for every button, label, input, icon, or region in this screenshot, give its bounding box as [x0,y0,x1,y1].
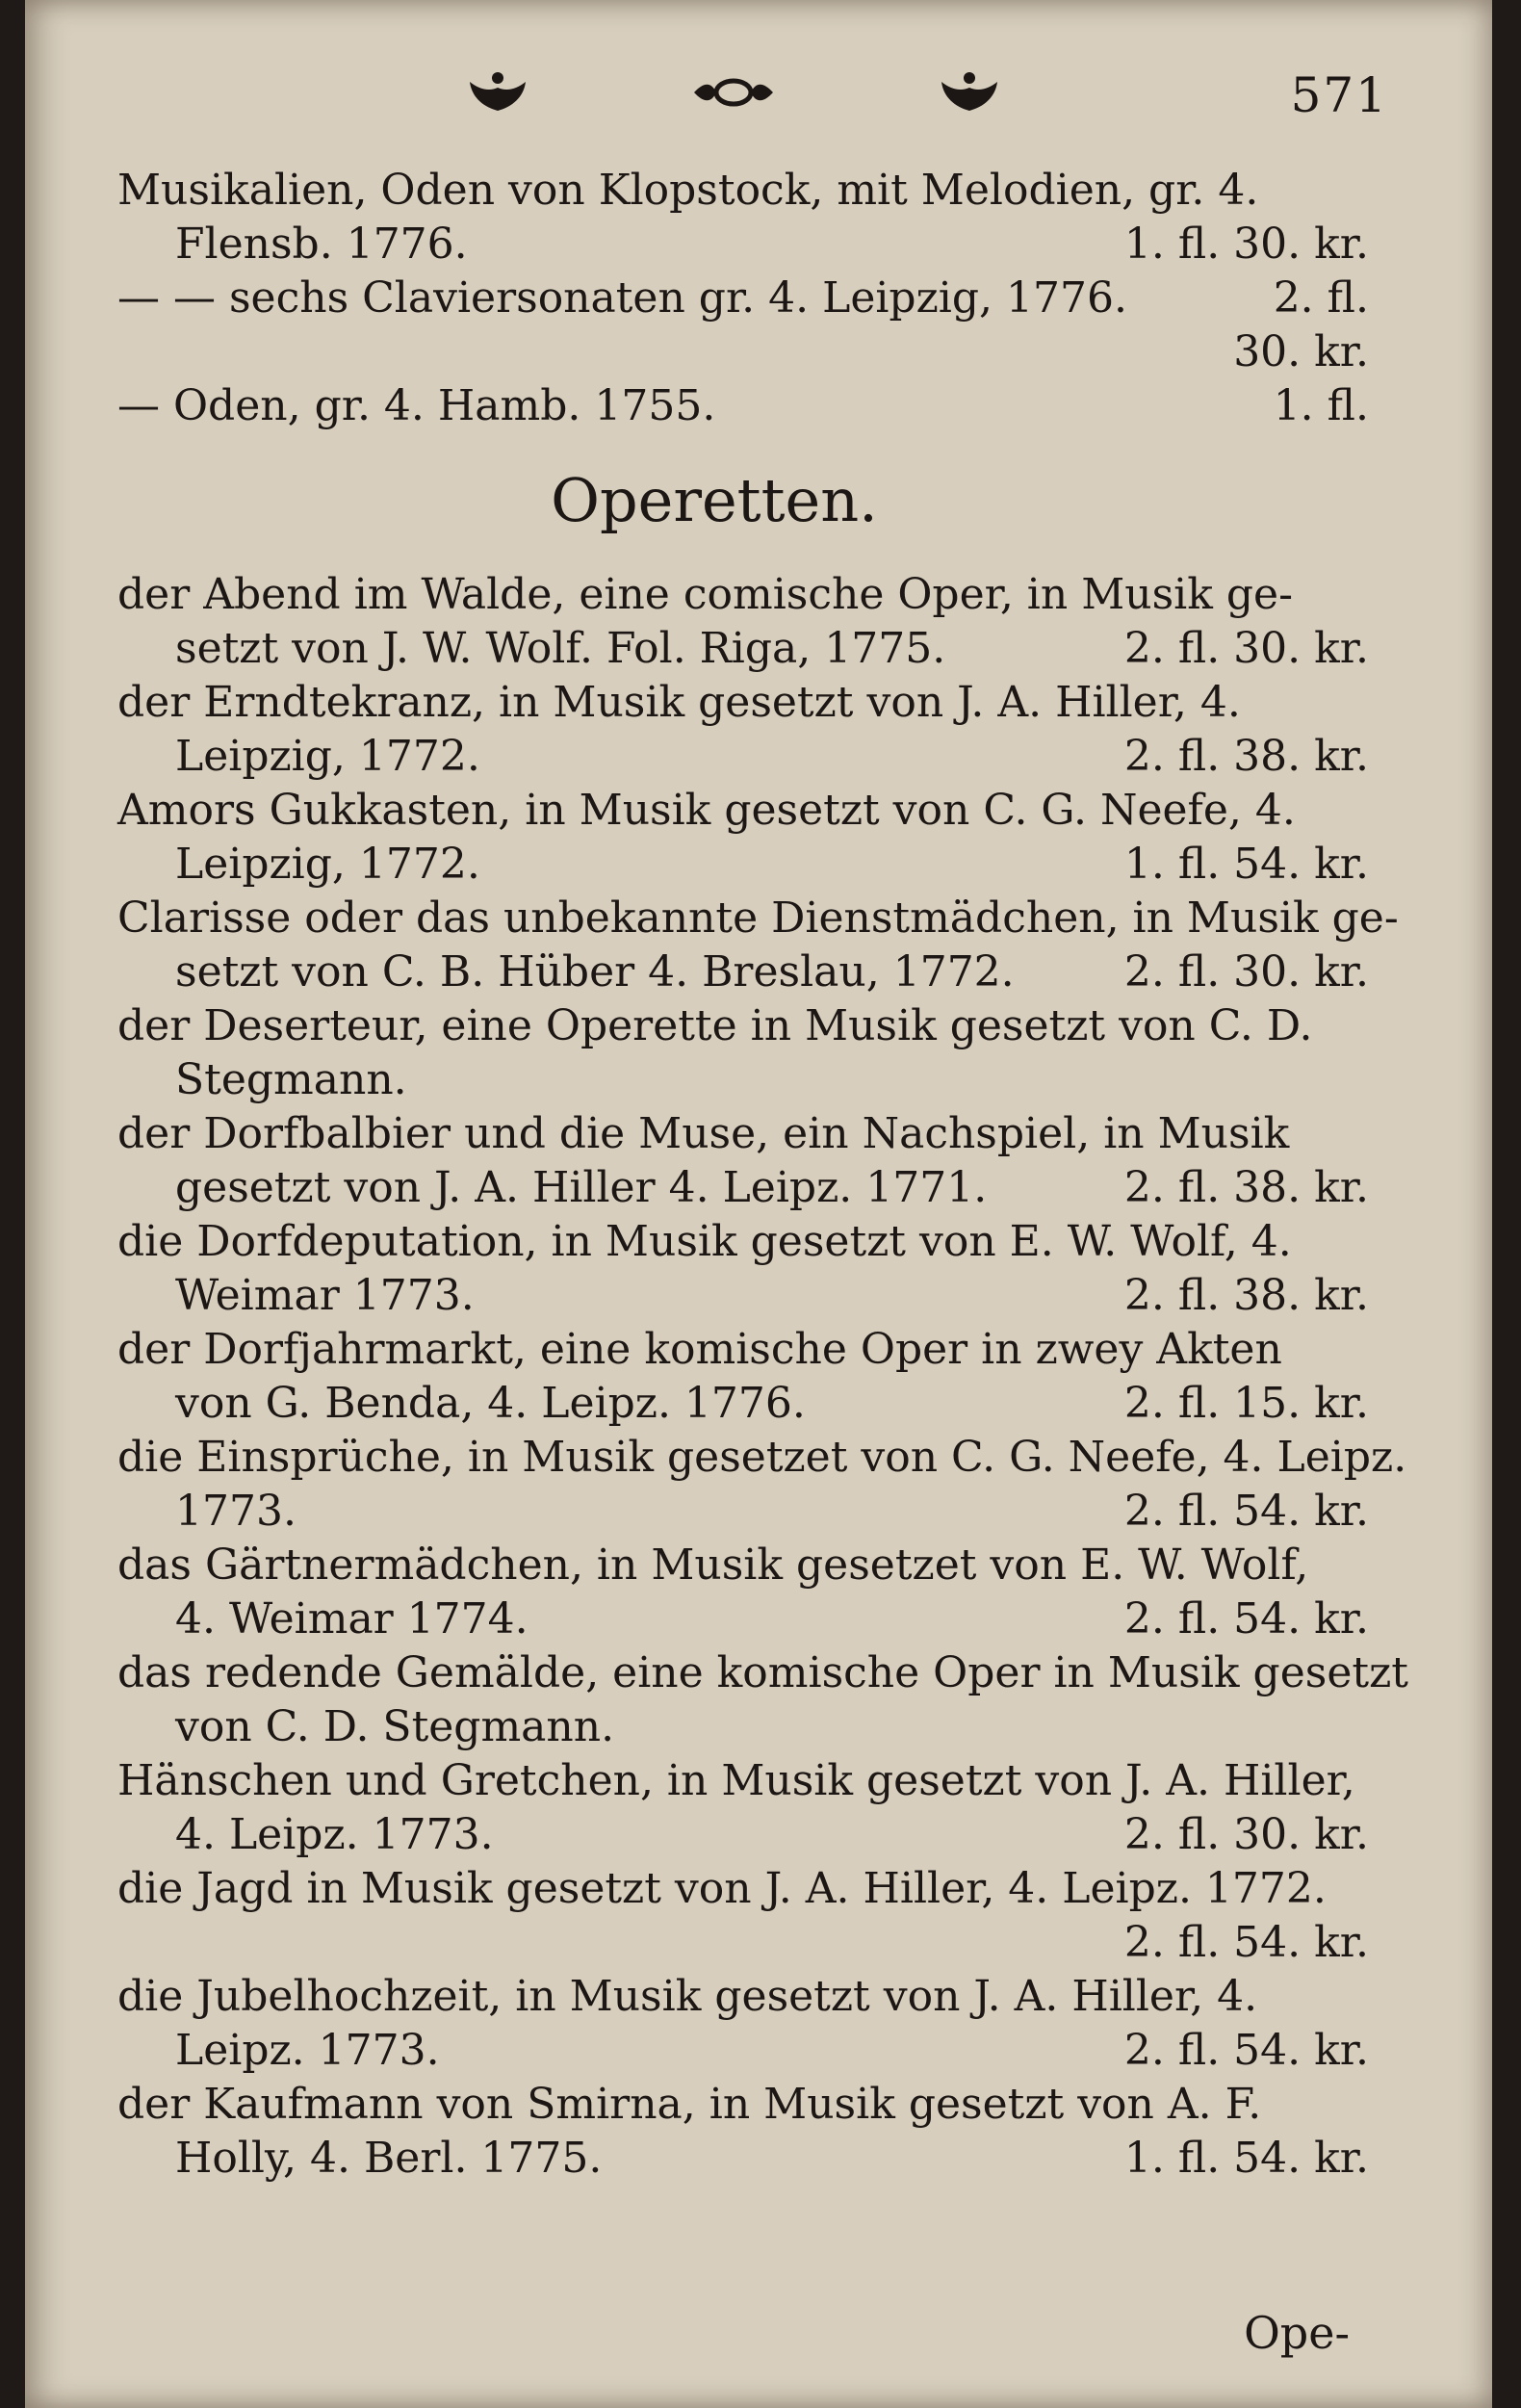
entry-price: 2. fl. 54. kr. [1123,1918,1369,1967]
entry-text: Amors Gukkasten, in Musik gesetzt von C. G. Neefe, 4. [117,786,1296,835]
entry-line [117,1323,1369,1377]
entry-text: der Abend im Walde, eine comische Oper, in Musik ge- [117,570,1293,619]
entry-line [117,784,1369,838]
entry-price: 2. fl. 54. kr. [1123,2026,1369,2075]
entry-line [117,568,1369,622]
listing-operetten [117,568,1408,2186]
entry-text: Hänschen und Gretchen, in Musik gesetzt von J. A. Hiller, [117,1756,1355,1805]
entry-text: Clarisse oder das unbekannte Dienstmädchen, in Musik ge- [117,893,1399,943]
entry-text: Flensb. 1776. [175,220,468,269]
leaf-scroll-icon [690,68,777,117]
entry-continuation-line [117,1053,1369,1107]
list-item [117,272,1369,379]
entry-line [117,1539,1369,1592]
entry-text: das Gärtnermädchen, in Musik gesetzet von E. W. Wolf, [117,1541,1309,1590]
entry-continuation-line [117,1700,1369,1754]
list-item [117,1646,1408,1754]
list-item [117,1539,1369,1646]
entry-price: 2. fl. 15. kr. [1123,1379,1369,1428]
entry-line [117,1754,1369,1808]
entry-continuation-line [117,622,1369,676]
entry-text: gesetzt von J. A. Hiller 4. Leipz. 1771. [175,1163,988,1212]
list-item [117,1862,1369,1970]
entry-continuation-line [117,325,1369,379]
entry-line [117,1646,1408,1700]
list-item [117,568,1369,676]
entry-text: der Kaufmann von Smirna, in Musik gesetzt von A. F. [117,2080,1262,2129]
entry-text: 4. Leipz. 1773. [175,1810,494,1859]
entry-price: 2. fl. 30. kr. [1123,624,1369,673]
entry-text: setzt von C. B. Hüber 4. Breslau, 1772. [175,947,1015,997]
entry-text: die Dorfdeputation, in Musik gesetzt von E. W. Wolf, 4. [117,1217,1292,1266]
entry-text: von G. Benda, 4. Leipz. 1776. [175,1379,806,1428]
entry-continuation-line [117,1377,1369,1431]
entry-continuation-line [117,945,1369,999]
entry-continuation-line [117,1161,1369,1215]
entry-line [117,379,1369,433]
entry-line [117,1970,1369,2024]
entry-text: Leipzig, 1772. [175,732,480,781]
entry-text: 4. Weimar 1774. [175,1594,528,1644]
entry-price: 2. fl. 38. kr. [1123,732,1369,781]
entry-line [117,1862,1369,1916]
entry-continuation-line [117,2024,1369,2078]
entry-continuation-line [117,1269,1369,1323]
entry-price: 2. fl. 54. kr. [1123,1487,1369,1536]
entry-price: 2. fl. 30. kr. [1123,947,1369,997]
entry-text: der Dorfjahrmarkt, eine komische Oper in zwey Akten [117,1325,1282,1374]
entry-text: die Jubelhochzeit, in Musik gesetzt von J. A. Hiller, 4. [117,1972,1258,2021]
entry-text: 1773. [175,1487,296,1536]
entry-price: 30. kr. [1233,327,1369,376]
entry-text: Musikalien, Oden von Klopstock, mit Melodien, gr. 4. [117,166,1259,215]
list-item [117,999,1369,1107]
book-page [25,0,1492,2408]
list-item [117,2078,1369,2186]
entry-price: 1. fl. [1273,381,1369,430]
page-content [117,58,1408,2369]
entry-price: 2. fl. [1273,273,1369,323]
entry-text: — Oden, gr. 4. Hamb. 1755. [117,381,716,430]
entry-line [117,1215,1369,1269]
entry-price: 2. fl. 30. kr. [1123,1810,1369,1859]
entry-text: Stegmann. [175,1055,407,1104]
list-item [117,1754,1369,1862]
entry-text: Leipzig, 1772. [175,840,480,889]
entry-text: Weimar 1773. [175,1271,475,1320]
entry-line [117,272,1369,325]
list-item [117,784,1369,892]
entry-price: 2. fl. 38. kr. [1123,1163,1369,1212]
entry-line [117,2078,1369,2132]
header-ornament [464,64,1003,121]
page-number: 571 [1290,67,1388,123]
entry-line [117,1431,1407,1485]
list-item [117,676,1369,784]
list-item [117,1215,1369,1323]
entry-text: der Dorfbalbier und die Muse, ein Nachspiel, in Musik [117,1109,1290,1158]
list-item [117,164,1369,272]
entry-price: 1. fl. 30. kr. [1123,220,1369,269]
entry-line [117,1107,1369,1161]
entry-text: — — sechs Claviersonaten gr. 4. Leipzig, 1776. [117,273,1127,323]
entry-text: die Jagd in Musik gesetzt von J. A. Hiller, 4. Leipz. 1772. [117,1864,1327,1913]
entry-line [117,999,1369,1053]
entry-text: das redende Gemälde, eine komische Oper in Musik gesetzt [117,1648,1408,1697]
fleuron-icon [936,68,1003,117]
entry-line [117,164,1369,218]
entry-price: 2. fl. 54. kr. [1123,1594,1369,1644]
entry-text: Leipz. 1773. [175,2026,440,2075]
entry-text: von C. D. Stegmann. [175,1702,615,1751]
fleuron-icon [464,68,531,117]
entry-continuation-line [117,1916,1369,1970]
entry-continuation-line [117,218,1369,272]
entry-text: Holly, 4. Berl. 1775. [175,2134,603,2183]
list-item [117,1431,1407,1539]
catchword: Ope- [1244,2307,1350,2359]
entry-text: der Deserteur, eine Operette in Musik gesetzt von C. D. [117,1001,1313,1050]
entry-text: setzt von J. W. Wolf. Fol. Riga, 1775. [175,624,946,673]
entry-text: die Einsprüche, in Musik gesetzet von C. G. Neefe, 4. Leipz. [117,1433,1407,1482]
entry-continuation-line [117,1485,1369,1539]
entry-price: 1. fl. 54. kr. [1123,840,1369,889]
list-item [117,1107,1369,1215]
listing-before-section [117,164,1369,433]
entry-continuation-line [117,730,1369,784]
entry-text: der Erndtekranz, in Musik gesetzt von J. A. Hiller, 4. [117,678,1241,727]
section-title: Operetten. [551,465,878,535]
list-item [117,379,1369,433]
entry-continuation-line [117,2132,1369,2186]
entry-price: 2. fl. 38. kr. [1123,1271,1369,1320]
list-item [117,892,1399,999]
entry-line [117,892,1399,945]
entry-continuation-line [117,1592,1369,1646]
entry-price: 1. fl. 54. kr. [1123,2134,1369,2183]
entries-list [117,164,1408,2186]
entry-continuation-line [117,838,1369,892]
entry-continuation-line [117,1808,1369,1862]
entry-line [117,676,1369,730]
list-item [117,1323,1369,1431]
list-item [117,1970,1369,2078]
